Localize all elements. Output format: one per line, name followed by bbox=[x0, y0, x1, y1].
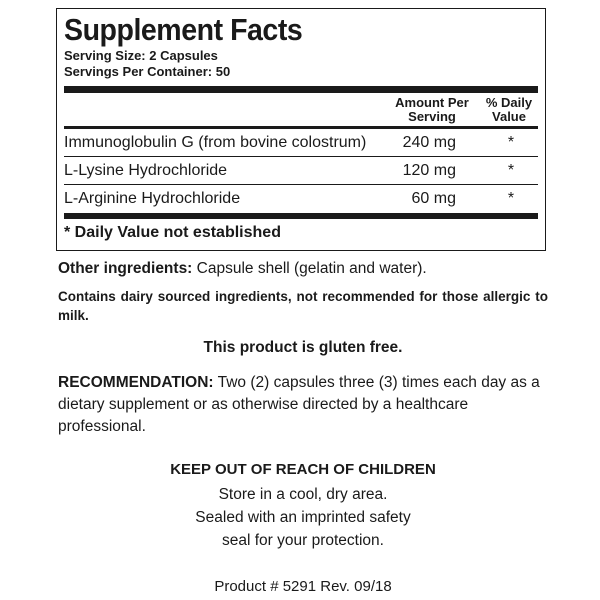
top-thick-divider bbox=[64, 86, 538, 93]
dairy-allergen-note: Contains dairy sourced ingredients, not recommended for those allergic to milk. bbox=[58, 289, 548, 323]
recommendation bbox=[58, 372, 548, 438]
supplement-facts-panel bbox=[56, 8, 546, 251]
other-ingredients-label: Other ingredients: bbox=[58, 260, 193, 277]
daily-value-header bbox=[479, 96, 539, 124]
amount-header-line2: Serving bbox=[408, 109, 456, 124]
dv-header-line2: Value bbox=[492, 109, 526, 124]
nutrient-row bbox=[64, 129, 538, 156]
recommendation-label: RECOMMENDATION: bbox=[58, 374, 214, 391]
other-ingredients-text: Capsule shell (gelatin and water). bbox=[192, 260, 427, 277]
nutrient-daily-value: * bbox=[507, 162, 515, 179]
nutrient-name: L-Arginine Hydrochloride bbox=[64, 190, 241, 207]
storage-instructions bbox=[58, 483, 548, 552]
nutrient-name: Immunoglobulin G (from bovine colostrum) bbox=[64, 134, 367, 151]
servings-per-container: Servings Per Container: 50 bbox=[64, 64, 231, 79]
storage-line: Sealed with an imprinted safety bbox=[195, 509, 411, 526]
nutrient-daily-value: * bbox=[507, 134, 515, 151]
gluten-free-statement: This product is gluten free. bbox=[203, 339, 403, 356]
bottom-thick-divider bbox=[64, 213, 538, 219]
amount-per-serving-header bbox=[390, 96, 474, 124]
nutrient-row bbox=[64, 185, 538, 212]
nutrient-amount: 120 mg bbox=[402, 162, 456, 179]
nutrient-amount: 240 mg bbox=[402, 134, 456, 151]
nutrient-daily-value: * bbox=[507, 190, 515, 207]
serving-size: Serving Size: 2 Capsules bbox=[64, 48, 218, 63]
other-ingredients bbox=[58, 258, 548, 279]
keep-out-of-reach-warning: KEEP OUT OF REACH OF CHILDREN bbox=[170, 461, 436, 478]
nutrient-name: L-Lysine Hydrochloride bbox=[64, 162, 228, 179]
storage-line: Store in a cool, dry area. bbox=[218, 486, 388, 503]
dv-header-line1: % Daily bbox=[485, 95, 533, 110]
column-header-row bbox=[64, 93, 538, 126]
product-code: Product # 5291 Rev. 09/18 bbox=[214, 578, 392, 595]
nutrient-amount: 60 mg bbox=[411, 190, 456, 207]
supplement-facts-title: Supplement Facts bbox=[64, 12, 303, 47]
nutrient-row bbox=[64, 157, 538, 184]
daily-value-footnote: * Daily Value not established bbox=[64, 224, 281, 241]
storage-line: seal for your protection. bbox=[222, 532, 384, 549]
amount-header-line1: Amount Per bbox=[395, 95, 469, 110]
recommendation-text: Two (2) capsules three (3) times each day as a dietary supplement or as otherwise directed by a healthcare professional. bbox=[58, 374, 540, 435]
